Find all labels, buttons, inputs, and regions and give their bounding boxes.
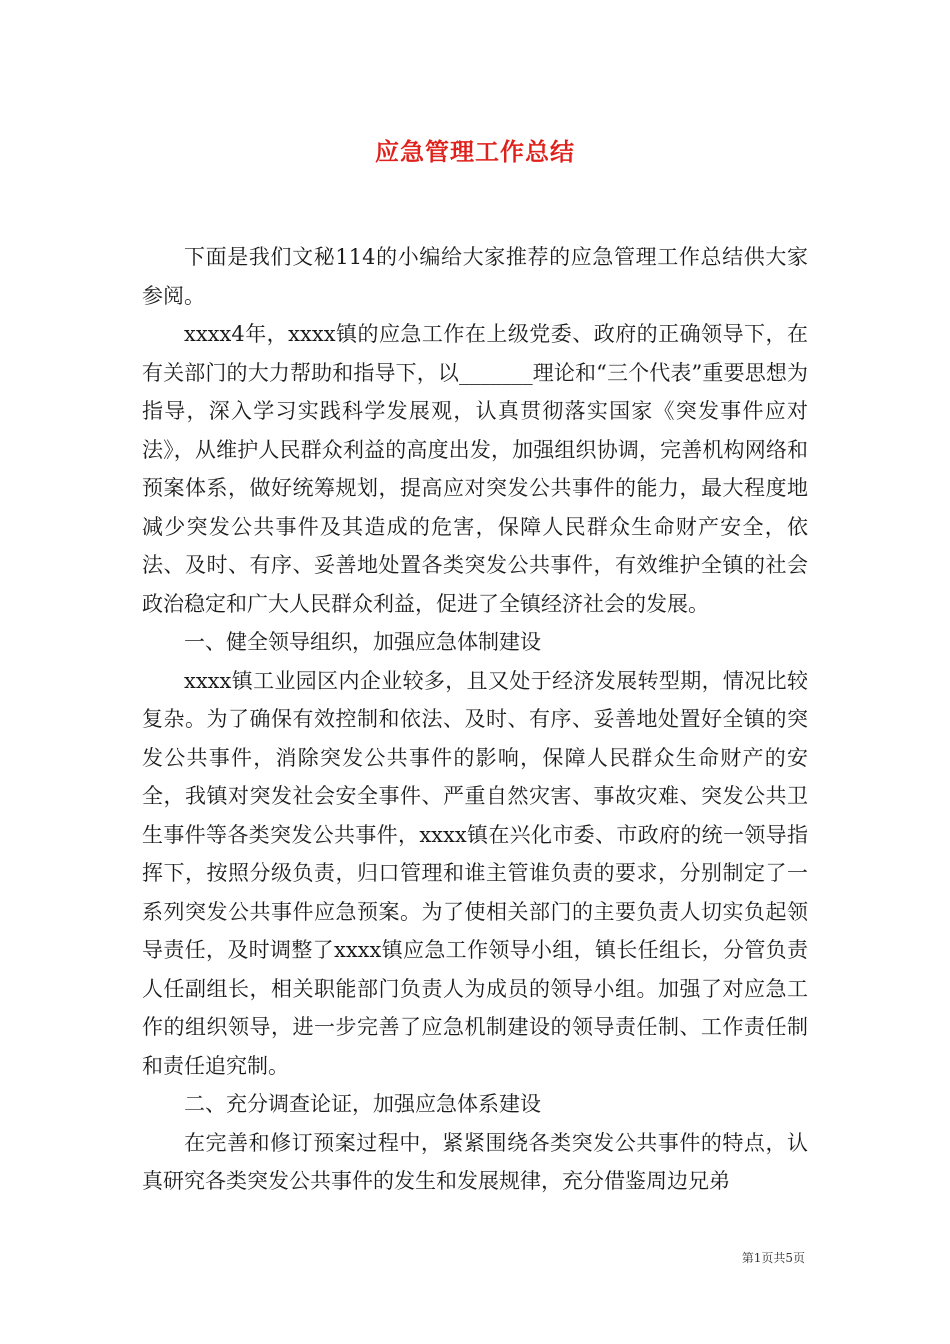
section-heading-2: 二、充分调查论证，加强应急体系建设 xyxy=(184,1092,541,1116)
intro-paragraph: 下面是我们文秘114的小编给大家推荐的应急管理工作总结供大家参阅。 xyxy=(142,245,808,308)
page-number: 第1页共5页 xyxy=(741,1251,805,1265)
section-1-paragraph: xxxx镇工业园区内企业较多，且又处于经济发展转型期，情况比较复杂。为了确保有效控制和依法、及时、有序、妥善地处置好全镇的突发公共事件，消除突发公共事件的影响，保障人民群众生命财产的安全，我镇对突发社会安全事件、严重自然灾害、事故灾难、突发公共卫生事件等各类突发公共事件，xxxx镇在兴化市委、市政府的统一领导指挥下，按照分级负责，归口管理和谁主管谁负责的要求，分别制定了一系列突发公共事件应急预案。为了使相关部门的主要负责人切实负起领导责任，及时调整了xxxx镇应急工作领导小组，镇长任组长，分管负责人任副组长，相关职能部门负责人为成员的领导小组。加强了对应急工作的组织领导，进一步完善了应急机制建设的领导责任制、工作责任制和责任追究制。 xyxy=(142,668,808,1078)
summary-paragraph: xxxx4年，xxxx镇的应急工作在上级党委、政府的正确领导下，在有关部门的大力帮助和指导下，以_______理论和“三个代表”重要思想为指导，深入学习实践科学发展观，认真贯彻落实国家《突发事件应对法》，从维护人民群众利益的高度出发，加强组织协调，完善机构网络和预案体系，做好统筹规划，提高应对突发公共事件的能力，最大程度地减少突发公共事件及其造成的危害，保障人民群众生命财产安全，依法、及时、有序、妥善地处置各类突发公共事件，有效维护全镇的社会政治稳定和广大人民群众利益，促进了全镇经济社会的发展。 xyxy=(142,322,808,616)
document-body xyxy=(142,238,808,1201)
document-title: 应急管理工作总结 xyxy=(375,137,575,166)
section-2-paragraph: 在完善和修订预案过程中，紧紧围绕各类突发公共事件的特点，认真研究各类突发公共事件的发生和发展规律，充分借鉴周边兄弟 xyxy=(142,1130,808,1193)
section-heading-1: 一、健全领导组织，加强应急体制建设 xyxy=(184,630,541,654)
